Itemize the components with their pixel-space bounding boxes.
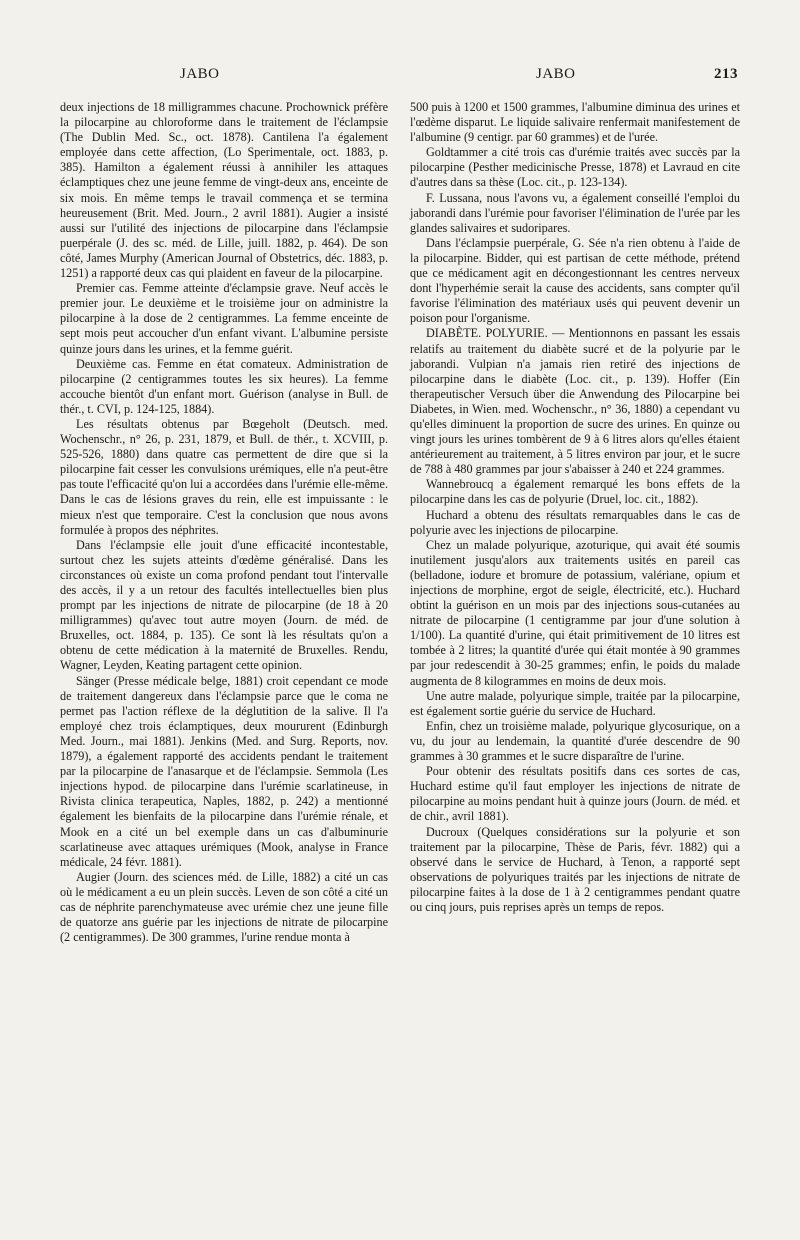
running-head-left: JABO [180,66,220,82]
paragraph: deux injections de 18 milligrammes chacune. Prochownick préfère la pilocarpine au chloroforme dans le traitement de l'éclampsie (The Dublin Med. Sc., oct. 1878). Cantilena l'a également employée dans cette affection, (Lo Sperimentale, oct. 1883, p. 385). Hamilton a également réussi à annihiler les attaques éclamptiques chez une jeune femme de vingt-deux ans, enceinte de six mois. En même temps le travail commença et se termina heureusement (Brit. Med. Journ., 2 avril 1881). Augier a insisté aussi sur l'utilité des injections de pilocarpine dans l'éclampsie puerpérale (J. des sc. méd. de Lille, juill. 1882, p. 464). De son côté, James Murphy (American Journal of Obstetrics, déc. 1883, p. 1251) a rapporté deux cas qui plaident en faveur de la pilocarpine. [60,100,388,281]
left-column [60,100,388,945]
paragraph: Goldtammer a cité trois cas d'urémie traités avec succès par la pilocarpine (Pesther medicinische Presse, 1878) et Lavraud en cite d'autres dans sa thèse (Loc. cit., p. 123-134). [410,145,740,190]
paragraph: Wannebroucq a également remarqué les bons effets de la pilocarpine dans les cas de polyurie (Druel, loc. cit., 1882). [410,477,740,507]
paragraph: DIABÈTE. POLYURIE. — Mentionnons en passant les essais relatifs au traitement du diabète sucré et de la polyurie par le jaborandi. Vulpian n'a jamais rien retiré des injections de pilocarpine dans le diabète (Loc. cit., p. 139). Hoffer (Ein therapeutischer Versuch über die Anwendung des Pilocarpine bei Diabetes, in Wien. med. Wochenschr., n° 36, 1880) a cependant vu qu'elles diminuent la proportion de sucre des urines. En quinze ou vingt jours les urines tombèrent de 9 à 6 litres alors qu'elles étaient antérieurement au traitement, à 5 litres environ par jour, et le sucre de 788 à 480 grammes par jour s'abaisser à 240 et 224 grammes. [410,326,740,477]
paragraph: F. Lussana, nous l'avons vu, a également conseillé l'emploi du jaborandi dans l'urémie pour favoriser l'élimination de l'urée par les glandes salivaires et sudoripares. [410,190,740,235]
paragraph: 500 puis à 1200 et 1500 grammes, l'albumine diminua des urines et l'œdème disparut. Le liquide salivaire renfermait manifestement de l'albumine (9 centigr. par 60 grammes) et de l'urée. [410,100,740,145]
page-number: 213 [714,66,738,82]
running-head-right: JABO [536,66,576,82]
paragraph: Augier (Journ. des sciences méd. de Lille, 1882) a cité un cas où le médicament a eu un plein succès. Leven de son côté a cité un cas de néphrite parenchymateuse avec urémie chez une jeune fille de quatorze ans guérie par les injections de nitrate de pilocarpine (2 centigrammes). De 300 grammes, l'urine rendue monta à [60,869,388,945]
paragraph: Une autre malade, polyurique simple, traitée par la pilocarpine, est également sortie guérie du service de Huchard. [410,688,740,718]
paragraph: Dans l'éclampsie puerpérale, G. Sée n'a rien obtenu à l'aide de la pilocarpine. Bidder, qui est partisan de cette méthode, prétend que ce médicament agit en décongestionnant les centres nerveux dont l'hyperhémie serait la cause des accidents, sans compter qu'il favorise l'élimination des matériaux usés qui peuvent devenir un poison pour l'organisme. [410,235,740,326]
paragraph: Enfin, chez un troisième malade, polyurique glycosurique, on a vu, du jour au lendemain, la quantité d'urée descendre de 90 grammes à 30 grammes et le sucre disparaître de l'urine. [410,718,740,764]
paragraph: Les résultats obtenus par Bœgeholt (Deutsch. med. Wochenschr., n° 26, p. 231, 1879, et Bull. de thér., t. XCVIII, p. 525-526, 1880) dans quatre cas permettent de dire que si la pilocarpine fait cesser les convulsions urémiques, elle n'a peut-être pas toute l'efficacité qu'on lui a accordées dans l'urémie elle-même. Dans le cas de lésions graves du rein, elle est impuissante : le mieux n'est que temporaire. C'est la conclusion que nous avons formulée à propos des néphrites. [60,416,388,537]
right-column [410,100,740,915]
paragraph: Pour obtenir des résultats positifs dans ces sortes de cas, Huchard estime qu'il faut employer les injections de nitrate de pilocarpine au moins pendant huit à quinze jours (Journ. de méd. et de chir., avril 1881). [410,764,740,824]
paragraph: Ducroux (Quelques considérations sur la polyurie et son traitement par la pilocarpine, Thèse de Paris, févr. 1882) qui a observé dans le service de Huchard, à Tenon, a rapporté sept observations de polyuriques traités par les injections de nitrate de pilocarpine faites à la dose de 1 à 2 centigrammes pendant quatre ou cinq jours, puis reprises après un temps de repos. [410,824,740,914]
paragraph: Sänger (Presse médicale belge, 1881) croit cependant ce mode de traitement dangereux dans l'éclampsie parce que le coma ne permet pas l'action réflexe de la déglutition de la salive. Il l'a employé chez trois éclamptiques, deux moururent (Edinburgh Med. Journ., mai 1881). Jenkins (Med. and Surg. Reports, nov. 1879), a également rapporté des accidents pendant le traitement par la pilocarpine de l'anasarque et de l'éclampsie. Semmola (Les injections hypod. de pilocarpine dans l'urémie scarlatineuse, in Rivista clinica terapeutica, Naples, 1882, p. 242) a mentionné également les bienfaits de la pilocarpine dans l'urémie rénale, et Mook en a cité un bel exemple dans un cas d'albuminurie scarlatineuse avec attaques urémiques (Mook, analyse in France médicale, 24 févr. 1881). [60,673,388,869]
paragraph: Chez un malade polyurique, azoturique, qui avait été soumis inutilement jusqu'alors aux traitements usités en pareil cas (belladone, iodure et bromure de potassium, valériane, opium et injections de morphine, ergot de seigle, électricité, etc.). Huchard obtint la guérison en un mois par des injections sous-cutanées au nitrate de pilocarpine (1 centigramme par jour d'une solution à 1/100). La quantité d'urine, qui était primitivement de 10 litres est tombée à 2 litres; la quantité d'urée qui était montée à 90 grammes par jour redescendit à 30-25 grammes; enfin, le poids du malade augmenta de 8 kilogrammes en moins de deux mois. [410,537,740,688]
paragraph: Premier cas. Femme atteinte d'éclampsie grave. Neuf accès le premier jour. Le deuxième et le troisième jour on administre la pilocarpine à la dose de 2 centigrammes. La femme enceinte de sept mois peut accoucher d'un enfant vivant. L'albumine persiste quinze jours dans les urines, et la femme guérit. [60,281,388,356]
paragraph: Huchard a obtenu des résultats remarquables dans le cas de polyurie avec les injections de pilocarpine. [410,507,740,537]
paragraph: Deuxième cas. Femme en état comateux. Administration de pilocarpine (2 centigrammes toutes les six heures). La femme accouche bientôt d'un enfant mort. Guérison (analyse in Bull. de thér., t. CVI, p. 124-125, 1884). [60,356,388,416]
paragraph: Dans l'éclampsie elle jouit d'une efficacité incontestable, surtout chez les sujets atteints d'œdème généralisé. Dans les circonstances où existe un coma profond pendant tout l'intervalle des accès, il y a un retour des facultés intellectuelles bien plus prompt par les injections de nitrate de pilocarpine (de 18 à 20 milligrammes) qu'avec tout autre moyen (Journ. de méd. de Bruxelles, oct. 1884, p. 135). Ce sont là les résultats qu'on a obtenu de cette médication à la maternité de Bruxelles. Rendu, Wagner, Leyden, Keating partagent cette opinion. [60,537,388,673]
